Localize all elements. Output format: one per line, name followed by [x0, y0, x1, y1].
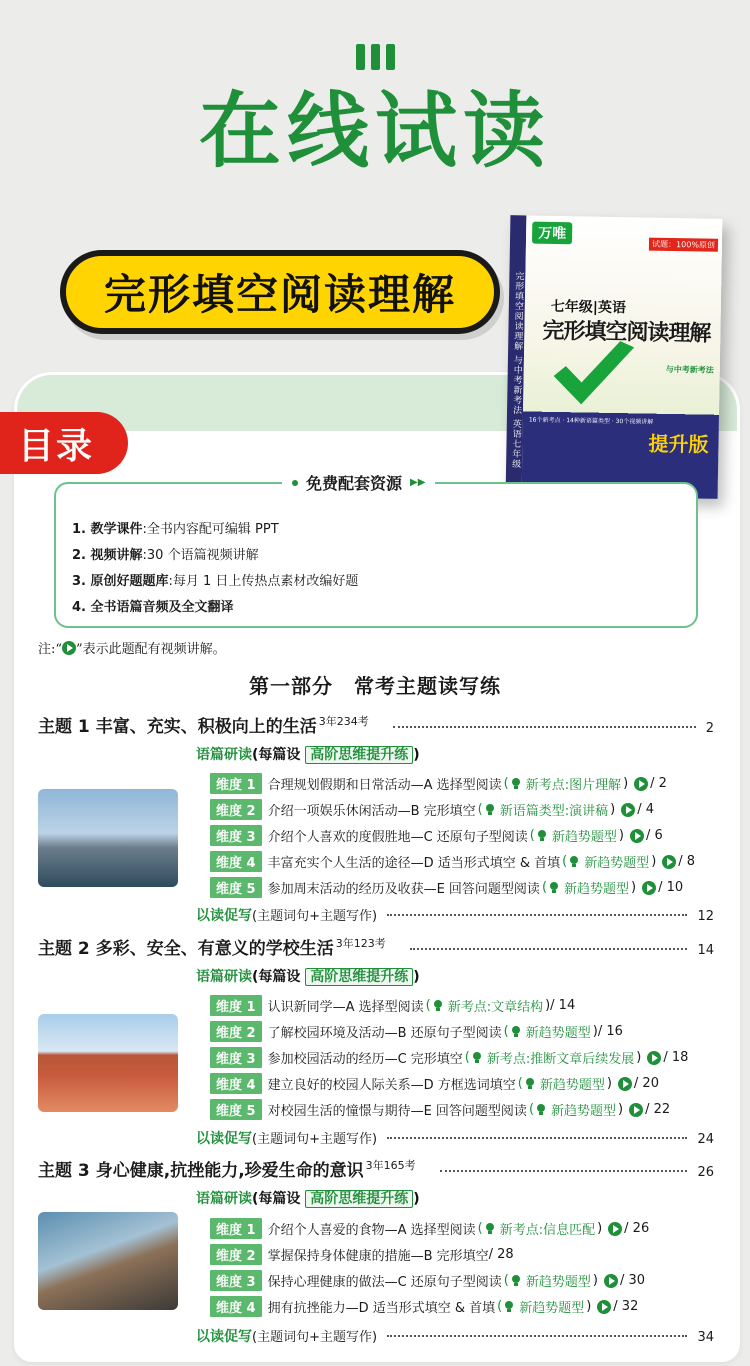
resource-item [72, 570, 358, 589]
bulb-icon [525, 1078, 535, 1090]
video-play-icon[interactable] [634, 777, 648, 791]
dimension-row[interactable] [210, 799, 654, 820]
resource-desc: :每月 1 日上传热点素材改编好题 [168, 574, 359, 589]
dimension-text: 了解校园环境及活动—B 还原句子型阅读 [267, 1026, 502, 1041]
page-number: 14 [697, 943, 714, 958]
dimension-tag: 维度 4 [210, 851, 262, 872]
reading-study-line [196, 744, 420, 764]
resource-desc: :全书内容配可编辑 PPT [142, 522, 279, 537]
subtitle-text: 完形填空阅读理解 [103, 270, 456, 319]
book-spine: 完形填空阅读理解 与中考新考法 英语七年级 [506, 215, 527, 495]
dimension-page: / 30 [619, 1273, 646, 1288]
dimension-tag: 维度 2 [210, 1021, 262, 1042]
reading-study-line [196, 966, 420, 986]
dimension-page: / 10 [658, 880, 684, 895]
dimension-page: / 4 [637, 802, 654, 817]
leader-dots [440, 1170, 688, 1172]
dimension-tag: 维度 3 [210, 825, 262, 846]
theme-photo [38, 1212, 178, 1310]
leader-dots [387, 914, 687, 916]
tip-open: ( [477, 802, 483, 817]
reading-study-close: ) [413, 747, 420, 763]
part-title: 第一部分 常考主题读写练 [249, 674, 501, 698]
video-play-icon[interactable] [630, 829, 644, 843]
dimension-tag: 维度 1 [210, 773, 262, 794]
dimension-page: / 28 [488, 1247, 514, 1262]
reading-study-note: (每篇设 [252, 747, 306, 763]
resource-item [72, 596, 234, 615]
writing-line [196, 905, 714, 925]
bulb-icon [485, 1223, 495, 1235]
dimension-tag: 维度 5 [210, 877, 262, 898]
dimension-page: / 14 [550, 998, 576, 1013]
toc-label: 目录 [18, 425, 95, 467]
dimension-tag: 维度 4 [210, 1296, 262, 1317]
book-edition: 提升版 [648, 431, 709, 457]
resource-name: 2. 视频讲解 [72, 548, 143, 563]
title-bars-icon [356, 44, 396, 70]
dimension-row[interactable] [210, 877, 683, 898]
resource-item [72, 544, 259, 563]
video-play-icon[interactable] [618, 1077, 632, 1091]
tip-text: 新趋势题型 [584, 856, 650, 871]
reading-study-label: 语篇研读 [196, 1191, 252, 1207]
theme-title: 身心健康,抗挫能力,珍爱生命的意识 $^{3年165考}$ [95, 1159, 416, 1181]
tip-text: 新考点:图片理解 [525, 778, 622, 793]
dimension-page: / 6 [645, 828, 663, 843]
book-note: 16个新考点 · 14种新语篇类型 · 30个视频讲解 [528, 416, 654, 426]
tip-open: ( [425, 998, 431, 1013]
bulb-icon [472, 1052, 482, 1064]
tip-close: ) [586, 1299, 592, 1314]
tip-close: ) [545, 998, 551, 1013]
dimension-tag: 维度 4 [210, 1073, 262, 1094]
tip-open: ( [464, 1050, 470, 1065]
dimension-page: / 22 [645, 1102, 671, 1117]
tip-close: ) [651, 854, 657, 869]
tip-text: 新趋势题型 [539, 1078, 605, 1093]
check-mark-icon [547, 336, 638, 418]
reading-study-label: 语篇研读 [196, 969, 252, 985]
bulb-icon [485, 804, 495, 816]
leader-dots [387, 1335, 687, 1337]
bulb-icon [549, 882, 559, 894]
dimension-text: 参加周末活动的经历及收获—E 回答问题型阅读 [267, 882, 540, 897]
page-number: 34 [697, 1330, 714, 1345]
writing-line [196, 1128, 714, 1148]
writing-label: 以读促写 [196, 1131, 252, 1147]
bulb-icon [536, 1104, 546, 1116]
theme-title: 丰富、充实、积极向上的生活 $^{3年234考}$ [95, 715, 369, 737]
theme-heading [38, 712, 714, 737]
dimension-tag: 维度 3 [210, 1047, 262, 1068]
dimension-row[interactable] [210, 1296, 638, 1317]
dimension-tag: 维度 3 [210, 1270, 262, 1291]
tip-close: ) [623, 776, 629, 791]
resources-box [54, 474, 698, 628]
leader-dots [393, 726, 696, 728]
note-suffix: ”表示此题配有视频讲解。 [76, 642, 226, 657]
tip-text: 新趋势题型 [551, 830, 617, 845]
dimension-text: 认识新同学—A 选择型阅读 [267, 1000, 424, 1015]
tip-open: ( [528, 1102, 535, 1117]
bulb-icon [504, 1301, 514, 1313]
toc-tag [0, 412, 128, 474]
page-number: 26 [697, 1165, 714, 1180]
theme-label: 主题 2 [38, 939, 90, 959]
tip-close: ) [618, 1102, 624, 1117]
dimension-tag: 维度 1 [210, 995, 262, 1016]
tip-close: ) [618, 828, 624, 843]
resource-item [72, 518, 279, 537]
page-title: 在线试读 [198, 84, 551, 179]
higher-thinking-badge: 高阶思维提升练 [305, 968, 413, 986]
reading-study-note: (每篇设 [252, 969, 306, 985]
dimension-page: / 2 [650, 776, 667, 791]
book-cover [522, 215, 723, 498]
resource-name: 3. 原创好题题库 [72, 574, 169, 589]
bulb-icon [511, 778, 521, 790]
reading-study-close: ) [413, 1191, 420, 1207]
theme-exam-count: 3年234考 [318, 715, 369, 729]
leader-dots [387, 1137, 687, 1139]
dimension-tag: 维度 2 [210, 1244, 262, 1265]
tip-text: 新考点:推断文章后续发展 [486, 1052, 635, 1067]
higher-thinking-badge: 高阶思维提升练 [305, 746, 413, 764]
page-number: 12 [697, 909, 714, 924]
higher-thinking-badge: 高阶思维提升练 [305, 1190, 413, 1208]
tip-open: ( [503, 1273, 509, 1288]
tip-open: ( [529, 828, 535, 843]
dimension-row[interactable] [210, 1073, 659, 1094]
dimension-text: 丰富充实个人生活的途径—D 适当形式填空 & 首填 [267, 856, 561, 871]
dimension-tag: 维度 5 [210, 1099, 262, 1120]
reading-study-note: (每篇设 [252, 1191, 306, 1207]
tip-text: 新考点:文章结构 [447, 1000, 544, 1015]
tip-open: ( [503, 776, 509, 791]
dimension-page: / 8 [678, 854, 696, 869]
dimension-row[interactable] [210, 1021, 623, 1042]
resources-title-text: 免费配套资源 [306, 474, 403, 493]
dimension-row[interactable] [210, 825, 663, 846]
dimension-tag: 维度 1 [210, 1218, 262, 1239]
video-play-icon[interactable] [621, 803, 635, 817]
tip-text: 新语篇类型:演讲稿 [499, 804, 609, 819]
video-note [38, 638, 226, 657]
bulb-icon [511, 1026, 521, 1038]
tip-open: ( [477, 1221, 483, 1236]
dimension-text: 拥有抗挫能力—D 适当形式填空 & 首填 [267, 1301, 496, 1316]
dimension-text: 保持心理健康的做法—C 还原句子型阅读 [267, 1275, 502, 1290]
dimension-page: / 18 [663, 1050, 689, 1065]
dimension-page: / 20 [633, 1076, 659, 1091]
theme-photo [38, 789, 178, 887]
book-cover-image [506, 215, 723, 499]
resource-name: 4. 全书语篇音频及全文翻译 [72, 600, 234, 615]
dimension-row[interactable] [210, 1218, 649, 1239]
tip-open: ( [517, 1076, 523, 1091]
dimension-row[interactable] [210, 1099, 670, 1120]
theme-heading [38, 934, 714, 959]
video-play-icon[interactable] [629, 1103, 643, 1117]
theme-exam-count: 3年165考 [365, 1159, 416, 1173]
video-play-icon[interactable] [662, 855, 676, 869]
theme-title: 多彩、安全、有意义的学校生活 $^{3年123考}$ [95, 937, 386, 959]
dimension-row[interactable] [210, 1047, 688, 1068]
dimension-row[interactable] [210, 1270, 645, 1291]
writing-note: (主题词句+主题写作) [252, 1330, 378, 1345]
reading-study-label: 语篇研读 [196, 747, 252, 763]
video-play-icon[interactable] [647, 1051, 661, 1065]
arrow-icon: ▶▶ [410, 477, 426, 488]
tip-close: ) [592, 1024, 598, 1039]
writing-note: (主题词句+主题写作) [252, 909, 378, 924]
tip-close: ) [606, 1076, 612, 1091]
dimension-page: / 32 [613, 1299, 639, 1314]
bulb-icon [569, 856, 579, 868]
tip-text: 新趋势题型 [551, 1104, 617, 1119]
tip-close: ) [636, 1050, 642, 1065]
tip-close: ) [610, 802, 616, 817]
reading-study-close: ) [413, 969, 420, 985]
video-play-icon[interactable] [642, 881, 656, 895]
writing-note: (主题词句+主题写作) [252, 1132, 378, 1147]
book-badge: 试题：100%原创 [649, 238, 718, 252]
dimension-row[interactable] [210, 851, 695, 872]
dot-icon [292, 480, 298, 486]
theme-exam-count: 3年123考 [335, 937, 386, 951]
book-grade: 七年级|英语 [550, 298, 627, 317]
dimension-tag: 维度 2 [210, 799, 262, 820]
video-play-icon[interactable] [604, 1274, 618, 1288]
dimension-text: 建立良好的校园人际关系—D 方框选词填空 [267, 1078, 516, 1093]
writing-label: 以读促写 [196, 1329, 252, 1345]
subtitle-pill [60, 250, 500, 334]
dimension-text: 介绍一项娱乐休闲活动—B 完形填空 [267, 804, 476, 819]
dimension-text: 合理规划假期和日常活动—A 选择型阅读 [267, 778, 502, 793]
page-number: 2 [705, 721, 714, 736]
dimension-text: 对校园生活的憧憬与期待—E 回答问题型阅读 [267, 1104, 527, 1119]
theme-photo [38, 1014, 178, 1112]
dimension-text: 掌握保持身体健康的措施—B 完形填空 [267, 1249, 489, 1264]
tip-close: ) [597, 1221, 603, 1236]
tip-open: ( [541, 880, 548, 895]
resource-name: 1. 教学课件 [72, 522, 143, 537]
theme-label: 主题 3 [38, 1161, 90, 1181]
tip-text: 新趋势题型 [525, 1275, 591, 1290]
tip-open: ( [562, 854, 568, 869]
video-play-icon[interactable] [608, 1222, 622, 1236]
book-sub: 与中考新考法 [665, 364, 714, 375]
dimension-text: 介绍个人喜欢的度假胜地—C 还原句子型阅读 [267, 830, 528, 845]
bulb-icon [511, 1275, 521, 1287]
dimension-page: / 16 [597, 1024, 623, 1039]
resource-desc: :30 个语篇视频讲解 [142, 548, 259, 563]
video-play-icon[interactable] [597, 1300, 611, 1314]
bulb-icon [537, 830, 547, 842]
writing-line [196, 1326, 714, 1346]
note-prefix: 注:“ [38, 642, 63, 657]
dimension-text: 参加校园活动的经历—C 完形填空 [267, 1052, 463, 1067]
play-icon [62, 641, 76, 655]
dimension-page: / 26 [624, 1221, 650, 1236]
bulb-icon [433, 1000, 443, 1012]
tip-text: 新趋势题型 [519, 1301, 585, 1316]
dimension-text: 介绍个人喜爱的食物—A 选择型阅读 [267, 1223, 476, 1238]
tip-close: ) [631, 880, 637, 895]
resources-title [282, 471, 435, 494]
dimension-row[interactable] [210, 1244, 514, 1265]
tip-open: ( [503, 1024, 509, 1039]
theme-label: 主题 1 [38, 717, 90, 737]
book-name: 完形填空阅读理解 [542, 318, 711, 347]
tip-text: 新趋势题型 [564, 882, 630, 897]
reading-study-line [196, 1188, 420, 1208]
tip-text: 新趋势题型 [525, 1026, 591, 1041]
book-logo: 万唯 [532, 222, 572, 245]
tip-text: 新考点:信息匹配 [499, 1223, 596, 1238]
tip-open: ( [497, 1299, 503, 1314]
tip-close: ) [592, 1273, 598, 1288]
dimension-row[interactable] [210, 995, 575, 1016]
theme-heading [38, 1156, 714, 1181]
writing-label: 以读促写 [196, 908, 252, 924]
leader-dots [410, 948, 688, 950]
dimension-row[interactable] [210, 773, 667, 794]
page-number: 24 [697, 1132, 714, 1147]
